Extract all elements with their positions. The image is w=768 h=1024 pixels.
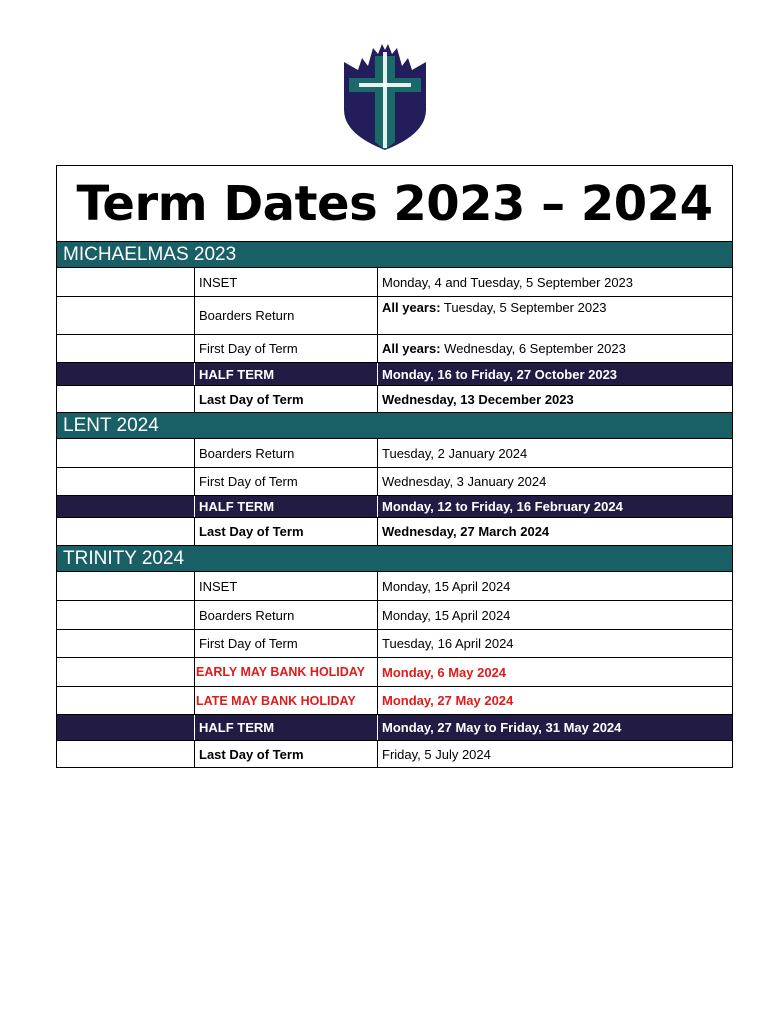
- date-cell: Tuesday, 16 April 2024: [382, 636, 514, 651]
- date-cell: Wednesday, 3 January 2024: [382, 474, 547, 489]
- page-title: Term Dates 2023 – 2024: [76, 175, 713, 232]
- date-cell: Monday, 12 to Friday, 16 February 2024: [382, 499, 623, 514]
- event-cell: Last Day of Term: [195, 386, 378, 412]
- event-cell: HALF TERM: [195, 715, 378, 740]
- half-term-row: [57, 714, 732, 740]
- date-cell: Wednesday, 13 December 2023: [382, 391, 574, 407]
- date-text: Tuesday, 5 September 2023: [440, 300, 607, 315]
- date-cell: Friday, 5 July 2024: [382, 746, 491, 762]
- date-prefix: All years:: [382, 341, 441, 356]
- event-cell: First Day of Term: [195, 335, 378, 362]
- table-row: [57, 385, 732, 412]
- blank-cell: [57, 518, 195, 545]
- event-cell: Boarders Return: [195, 297, 378, 334]
- date-cell: Monday, 16 to Friday, 27 October 2023: [382, 366, 618, 382]
- date-cell: Monday, 15 April 2024: [382, 607, 511, 623]
- event-cell: First Day of Term: [195, 468, 378, 495]
- blank-cell: [57, 687, 195, 714]
- blank-cell: [57, 439, 195, 467]
- event-cell: HALF TERM: [195, 363, 378, 385]
- blank-cell: [57, 572, 195, 600]
- blank-cell: [57, 386, 195, 412]
- date-cell: [378, 335, 732, 362]
- date-cell: Monday, 15 April 2024: [382, 578, 511, 594]
- event-cell: LATE MAY BANK HOLIDAY: [195, 687, 378, 714]
- blank-cell: [57, 658, 195, 686]
- date-cell: [378, 297, 732, 334]
- blank-cell: [57, 468, 195, 495]
- table-row: [57, 517, 732, 545]
- blank-cell: [57, 630, 195, 657]
- blank-cell: [57, 363, 195, 385]
- school-crest-icon: [341, 42, 429, 152]
- bank-holiday-row: [57, 657, 732, 686]
- blank-cell: [57, 268, 195, 296]
- date-cell: Monday, 27 May to Friday, 31 May 2024: [382, 720, 622, 735]
- date-cell: Wednesday, 27 March 2024: [382, 524, 550, 539]
- event-cell: INSET: [195, 572, 378, 600]
- blank-cell: [57, 715, 195, 740]
- table-row: [57, 600, 732, 629]
- table-row: [57, 334, 732, 362]
- bank-holiday-row: [57, 686, 732, 714]
- table-row: [57, 740, 732, 767]
- date-text: Wednesday, 6 September 2023: [440, 341, 626, 356]
- blank-cell: [57, 741, 195, 767]
- date-cell: Monday, 6 May 2024: [382, 664, 507, 680]
- blank-cell: [57, 297, 195, 334]
- event-cell: Boarders Return: [195, 439, 378, 467]
- event-cell: Boarders Return: [195, 601, 378, 629]
- term-dates-table: [56, 165, 733, 768]
- blank-cell: [57, 601, 195, 629]
- half-term-row: [57, 495, 732, 517]
- table-row: [57, 296, 732, 334]
- table-row: [57, 467, 732, 495]
- term-heading-michaelmas: MICHAELMAS 2023: [57, 241, 732, 267]
- table-row: [57, 629, 732, 657]
- table-row: [57, 267, 732, 296]
- date-prefix: All years:: [382, 300, 441, 315]
- blank-cell: [57, 496, 195, 517]
- term-heading-trinity: TRINITY 2024: [57, 545, 732, 571]
- term-heading-lent: LENT 2024: [57, 412, 732, 438]
- blank-cell: [57, 335, 195, 362]
- date-cell: Tuesday, 2 January 2024: [382, 445, 528, 461]
- event-cell: EARLY MAY BANK HOLIDAY: [195, 658, 378, 686]
- event-cell: First Day of Term: [195, 630, 378, 657]
- event-cell: HALF TERM: [195, 496, 378, 517]
- table-row: [57, 438, 732, 467]
- event-cell: Last Day of Term: [195, 741, 378, 767]
- half-term-row: [57, 362, 732, 385]
- table-row: [57, 571, 732, 600]
- date-cell: Monday, 4 and Tuesday, 5 September 2023: [382, 274, 634, 290]
- date-cell: Monday, 27 May 2024: [382, 693, 514, 708]
- event-cell: INSET: [195, 268, 378, 296]
- event-cell: Last Day of Term: [195, 518, 378, 545]
